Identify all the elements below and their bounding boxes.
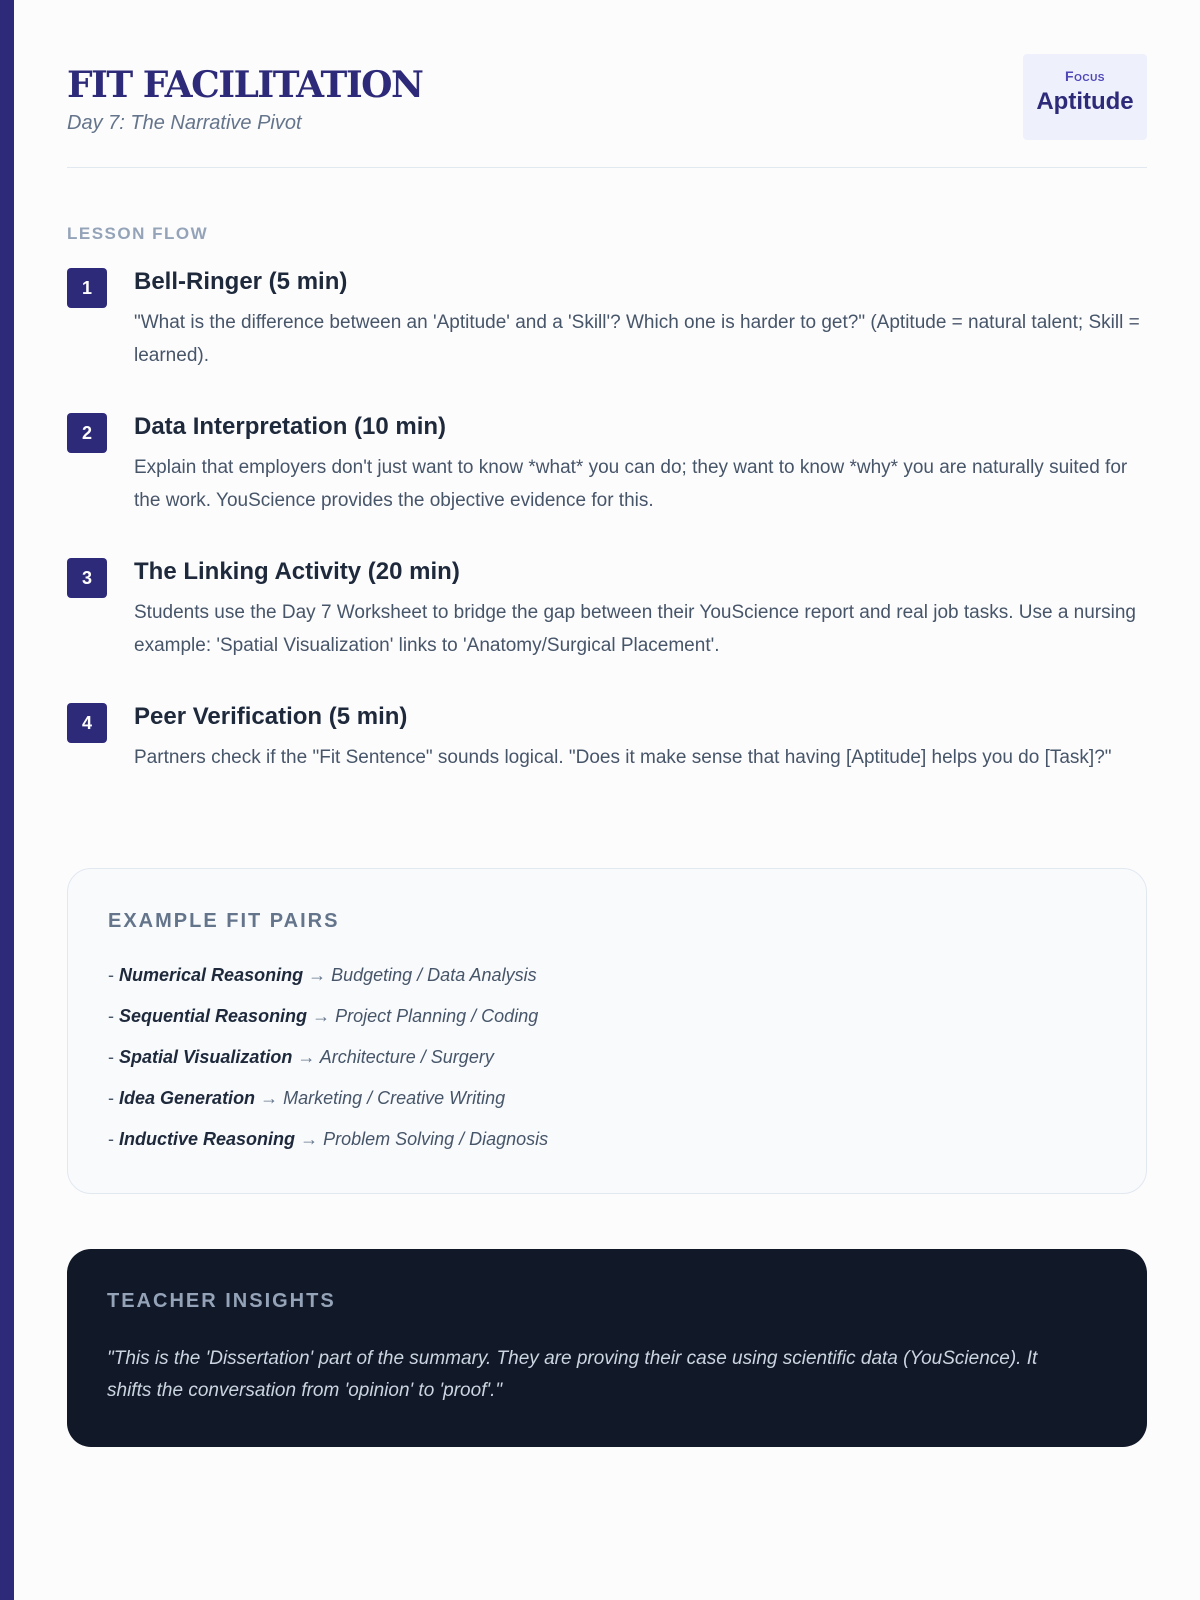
teacher-insights-quote: "This is the 'Dissertation' part of the summary. They are proving their case using scientific data (YouScience). It shifts the conversation from 'opinion' to 'proof'." [107,1348,1038,1401]
fit-pair-item [108,1078,1106,1119]
pair-dash: - [108,1006,114,1026]
teacher-insights-title: TEACHER INSIGHTS [107,1290,336,1312]
lesson-step [67,556,1147,666]
arrow-icon: → [260,1088,279,1108]
pair-dash: - [108,965,114,985]
lesson-flow-label: LESSON FLOW [67,224,209,243]
pair-aptitude: Idea Generation [119,1088,256,1108]
step-description: "What is the difference between an 'Aptitude' and a 'Skill'? Which one is harder to get?" (Aptitude = natural talent; Skill = learned). [134,312,1140,366]
step-description: Partners check if the "Fit Sentence" sounds logical. "Does it make sense that having [Aptitude] helps you do [Task]?" [134,747,1112,768]
pair-aptitude: Sequential Reasoning [119,1006,308,1026]
left-accent-bar [0,0,14,1600]
page-header [67,0,1147,168]
pair-dash: - [108,1047,114,1067]
pair-aptitude: Inductive Reasoning [119,1129,296,1149]
step-description: Students use the Day 7 Worksheet to bridge the gap between their YouScience report and real job tasks. Use a nursing example: 'Spatial Visualization' links to 'Anatomy/Surgical Placement'. [134,602,1136,656]
step-title: Peer Verification (5 min) [134,703,408,730]
pair-task: Problem Solving / Diagnosis [323,1129,549,1149]
pair-task: Marketing / Creative Writing [283,1088,506,1108]
arrow-icon: → [312,1006,331,1026]
pair-task: Budgeting / Data Analysis [331,965,537,985]
step-number: 2 [67,413,107,453]
step-title: Data Interpretation (10 min) [134,413,447,440]
arrow-icon: → [300,1129,319,1149]
pair-dash: - [108,1129,114,1149]
fit-pair-item [108,1119,1106,1160]
lesson-page [67,0,1147,1401]
pair-task: Project Planning / Coding [335,1006,539,1026]
fit-pair-item [108,996,1106,1037]
page-subtitle: Day 7: The Narrative Pivot [67,112,302,134]
step-number: 4 [67,703,107,743]
example-fit-pairs-panel [67,868,1147,1194]
fit-pairs-list [108,955,1106,1160]
pair-aptitude: Numerical Reasoning [119,965,304,985]
arrow-icon: → [308,965,327,985]
lesson-step [67,701,1147,811]
page-title: FIT FACILITATION [67,64,423,106]
step-title: Bell-Ringer (5 min) [134,268,348,295]
arrow-icon: → [297,1047,316,1067]
fit-pair-item [108,1037,1106,1078]
teacher-insights-panel [67,1249,1147,1447]
focus-badge [1023,54,1147,140]
lesson-step [67,411,1147,521]
pair-task: Architecture / Surgery [319,1047,494,1067]
lesson-step [67,266,1147,376]
focus-value: Aptitude [1036,88,1134,115]
pair-dash: - [108,1088,114,1108]
step-description: Explain that employers don't just want to know *what* you can do; they want to know *why* you are naturally suited for the work. YouScience provides the objective evidence for this. [134,457,1128,511]
step-title: The Linking Activity (20 min) [134,558,460,585]
pair-aptitude: Spatial Visualization [119,1047,293,1067]
step-number: 3 [67,558,107,598]
step-number: 1 [67,268,107,308]
fit-pair-item [108,955,1106,996]
example-fit-pairs-title: EXAMPLE FIT PAIRS [108,910,340,932]
lesson-flow-steps [67,266,1147,811]
focus-label: Focus [1065,68,1105,84]
